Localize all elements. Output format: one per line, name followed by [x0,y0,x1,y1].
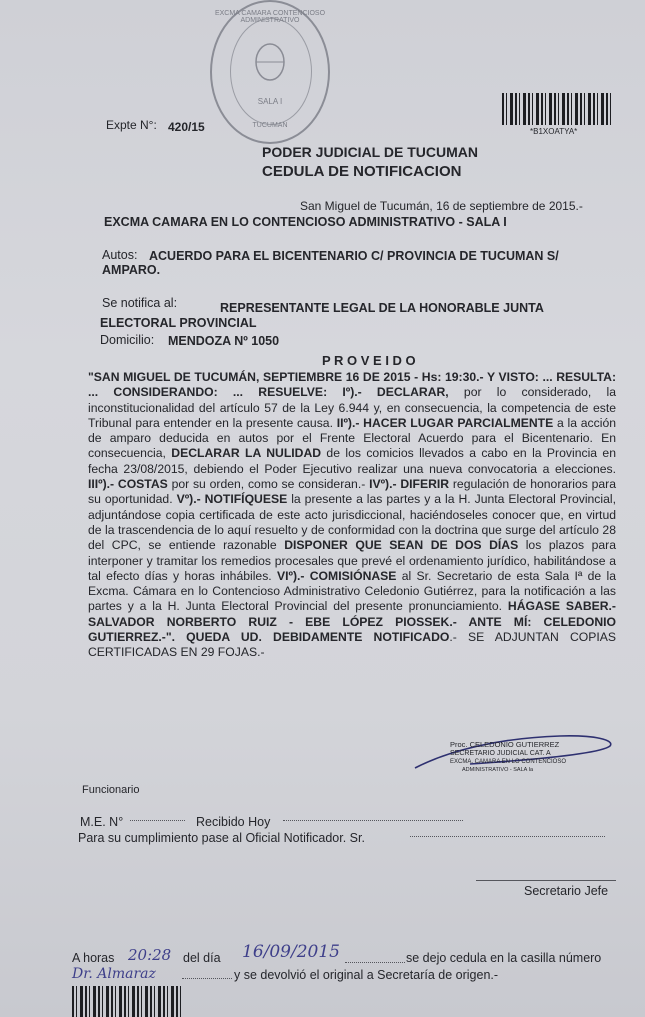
shield-icon [212,2,328,142]
devolvio-text: y se devolvió el original a Secretaría de origen.- [234,968,499,982]
me-dotted-line [130,820,185,821]
proveido-p5: DECLARAR LA NULIDAD [171,446,322,461]
court-name: EXCMA CAMARA EN LO CONTENCIOSO ADMINISTRATIVO - SALA I [104,215,507,229]
dejo-text: se dejo cedula en la casilla número [406,951,602,965]
dia-label: del día [183,951,221,965]
proveido-p13: DISPONER QUE SEAN DE DOS DÍAS [284,538,519,553]
bottom-barcode-image [72,986,184,1017]
horas-label: A horas [72,951,115,965]
document-header-line1: PODER JUDICIAL DE TUCUMAN [262,144,478,160]
cumplimiento-dotted-line [410,836,605,837]
dia-value: 16/09/2015 [242,942,340,962]
domicilio-value: MENDOZA Nº 1050 [168,334,280,348]
recibido-dotted-line [283,820,463,821]
proveido-p4: a la acción de amparo deducida en autos por el Frente Electoral Acuerdo para el Bicentenario. En consecuencia, [88,415,617,461]
proveido-body [88,370,616,661]
dia-dotted-line [345,962,405,963]
proveido-p6: de los comicios llevados a cabo en la Provincia en fecha 23/08/2015, debiendo el Poder Ejecutivo realizar una nueva convocatoria a elecciones. [88,446,616,476]
proveido-p14: los plazos para interponer y tramitar los remedios procesales que prevé el ordenamiento jurídico, habilitándose a tal efecto días y horas inhábiles. [88,538,616,583]
expte-label: Expte N°: [106,118,157,132]
autos-label: Autos: [102,248,138,262]
proveido-p7: IIIº).- COSTAS [88,477,168,492]
proveido-title: P R O V E I D O [322,353,416,368]
autos-line1: ACUERDO PARA EL BICENTENARIO C/ PROVINCIA DE TUCUMAN S/ [149,249,559,263]
horas-value: 20:28 [128,946,172,964]
proveido-p16: al Sr. Secretario de esta Sala Iª de la Excma. Cámara en lo Contencioso Administrativo Celedonio Gutiérrez, para la notificación a las partes y a la H. Junta Electoral Provincial del presente pronunciamiento. [88,568,616,614]
recibido-label: Recibido Hoy [196,815,271,829]
notifica-label: Se notifica al: [102,296,178,310]
signature-stamp [410,730,620,775]
proveido-p2: por lo considerado, la inconstitucionalidad del artículo 57 de la Ley 6.944 y, en consecuencia, la competencia de este Tribunal para entender en la presente causa. [88,385,616,430]
seal-bottom-text: TUCUMAN [252,122,288,129]
cumplimiento-text: Para su cumplimiento pase al Oficial Notificador. Sr. [78,831,365,845]
notifica-line1: REPRESENTANTE LEGAL DE LA HONORABLE JUNTA [220,301,544,315]
proveido-p18: .- SE ADJUNTAN COPIAS CERTIFICADAS EN 29 FOJAS.- [88,630,616,660]
stamp-line1: Proc. CELEDONIO GUTIERREZ [450,740,560,749]
secretario-label: Secretario Jefe [524,884,609,898]
seal-center-text: SALA I [257,97,283,106]
court-seal [210,0,330,144]
stamp-line4: ADMINISTRATIVO - SALA Ia [462,767,534,773]
proveido-p3: IIº).- HACER LUGAR PARCIALMENTE [336,415,554,430]
date-line: San Miguel de Tucumán, 16 de septiembre de 2015.- [300,199,583,213]
autos-line2: AMPARO. [102,263,161,277]
firma-dotted-line [182,978,232,979]
proveido-p8: por su orden, como se consideran.- [167,477,370,492]
funcionario-label: Funcionario [82,784,140,796]
expte-number: 420/15 [168,120,205,134]
firma-handwritten: Dr. Almaraz [72,966,156,982]
proveido-p10: regulación de honorarios para su oportunidad. [88,477,616,507]
me-label: M.E. N° [80,815,124,829]
stamp-line3: EXCMA. CAMARA EN LO CONTENCIOSO [450,759,567,765]
barcode-image [502,93,614,125]
proveido-p17: HÁGASE SABER.- SALVADOR NORBERTO RUIZ - EBE LÓPEZ PIOSSEK.- ANTE MÍ: CELEDONIO GUTIERREZ.-". QUEDA UD. DEBIDAMENTE NOTIFICADO [88,599,616,645]
notifica-line2: ELECTORAL PROVINCIAL [100,316,257,330]
seal-top-text: EXCMA CAMARA CONTENCIOSO ADMINISTRATIVO [214,10,326,24]
proveido-p15: VIº).- COMISIÓNASE [276,568,397,583]
proveido-p12: la presente a las partes y a la H. Junta Electoral Provincial, adjuntándose copia certificada de este acto jurisdiccional, haciéndoseles conocer que, en virtud de la trascendencia de lo aquí resuelto y de conformidad con la doctrina que surge del artículo 28 del CPC, se entiende razonable [88,492,616,553]
proveido-p1: "SAN MIGUEL DE TUCUMÁN, SEPTIEMBRE 16 DE 2015 - Hs: 19:30.- Y VISTO: ... RESULTA: ... CONSIDERANDO: ... RESUELVE: Iº).- DECLARAR, [88,370,616,400]
stamp-line2: SECRETARIO JUDICIAL CAT. A [450,750,551,757]
proveido-p11: Vº).- NOTIFÍQUESE [176,492,288,507]
document-title: CEDULA DE NOTIFICACION [262,163,462,180]
proveido-p9: IVº).- DIFERIR [369,477,450,492]
secretario-signature-line [476,880,616,881]
barcode-code: *B1XOATYA* [530,127,578,136]
domicilio-label: Domicilio: [100,333,155,347]
